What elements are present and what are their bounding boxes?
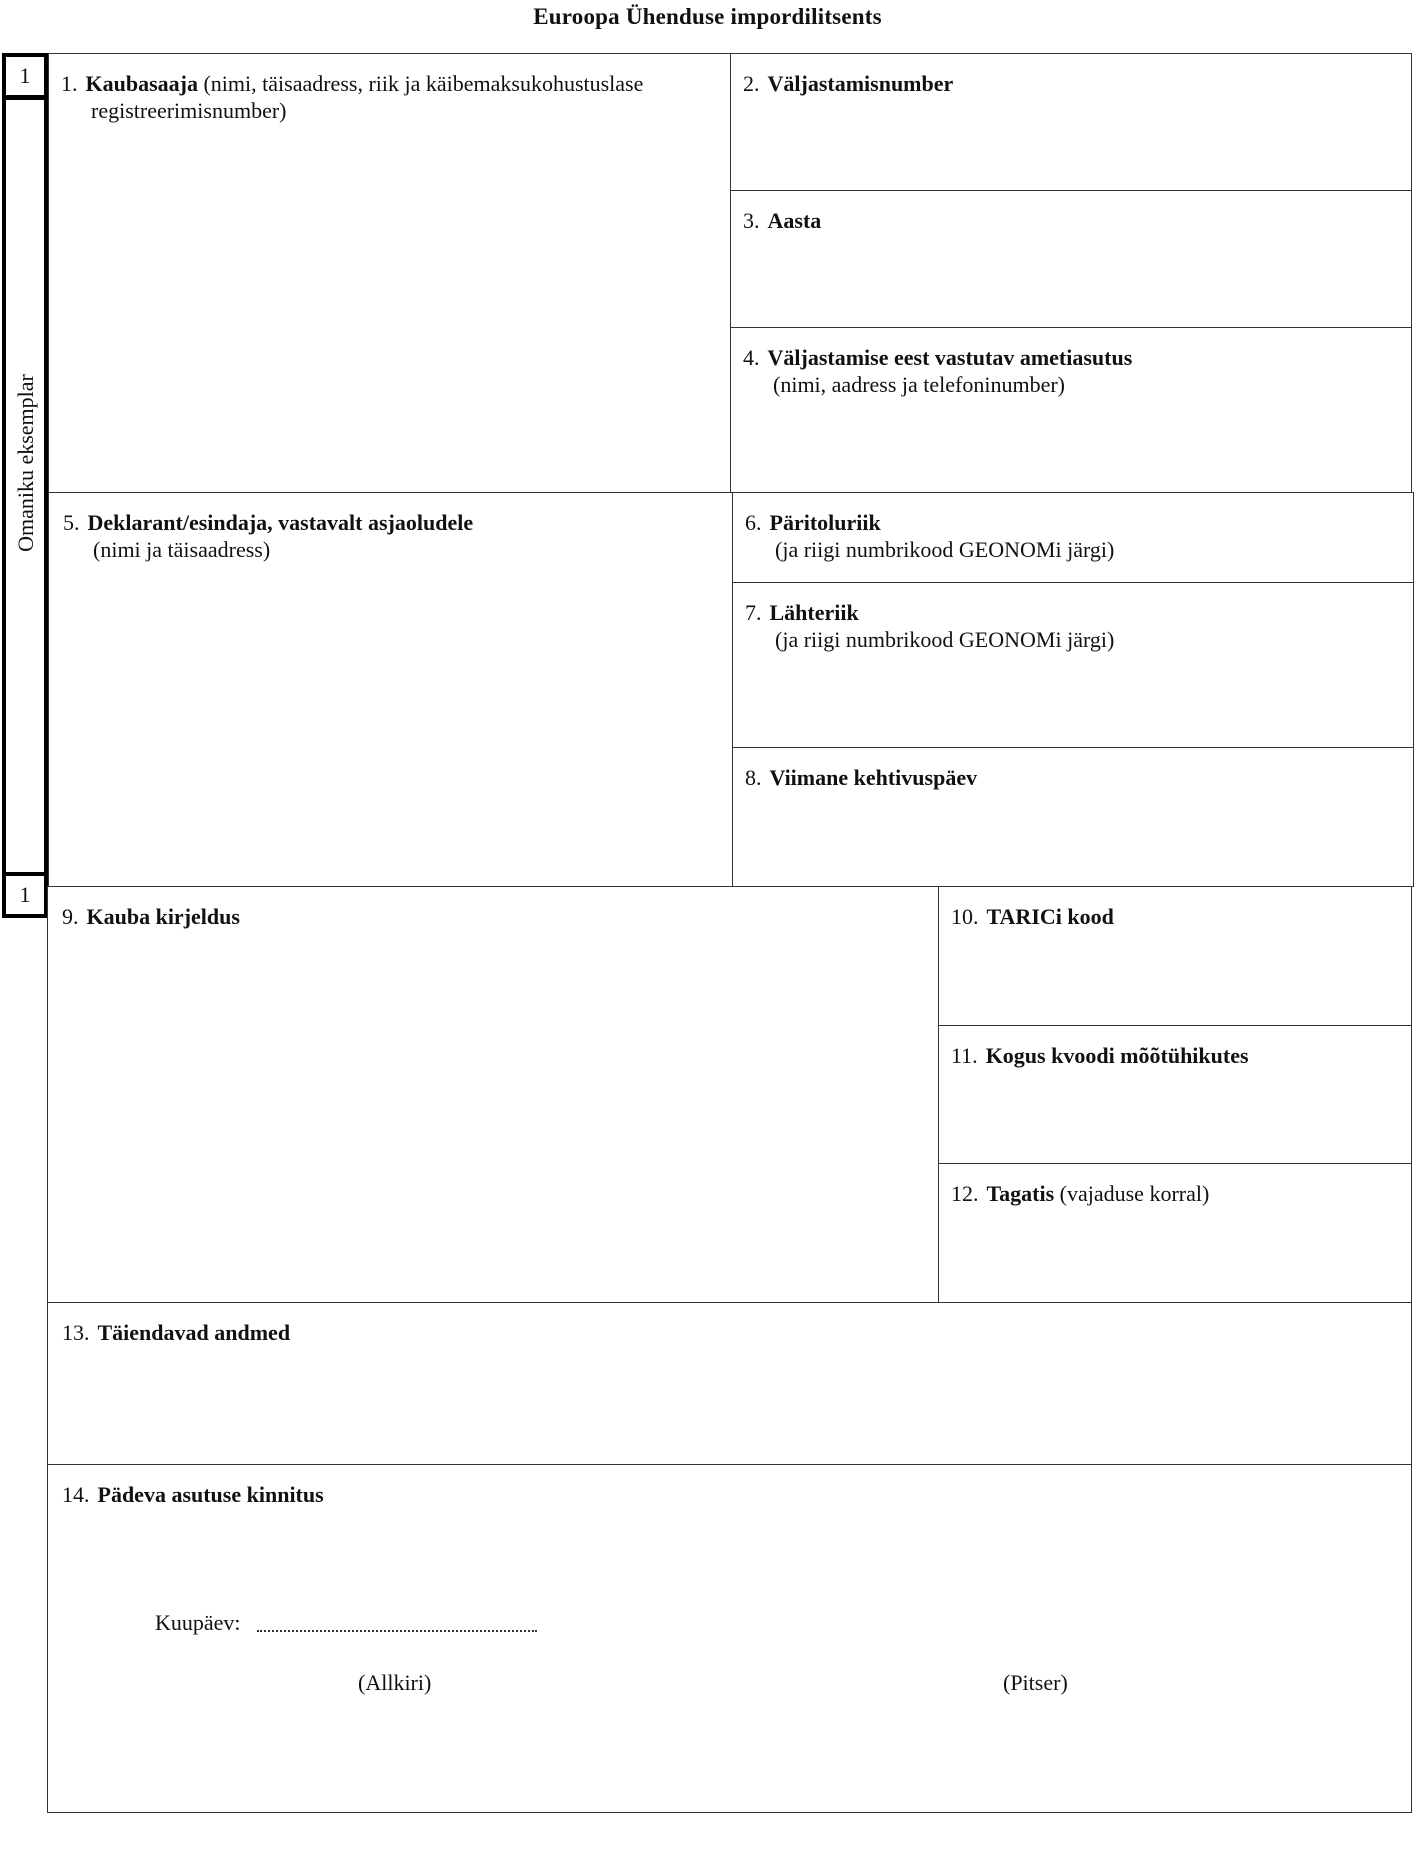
signature-label: (Allkiri) xyxy=(358,1670,432,1695)
field-11-label: Kogus kvoodi mõõtühikutes xyxy=(985,1043,1249,1068)
sidebar-copy-box xyxy=(2,96,48,876)
field-8-number: 8. xyxy=(745,765,762,790)
field-1-number: 1. xyxy=(61,71,78,96)
sidebar-number-top-box xyxy=(2,53,48,99)
field-7-number: 7. xyxy=(745,600,762,625)
field-2-number: 2. xyxy=(743,71,760,96)
field-14-label: Pädeva asutuse kinnitus xyxy=(97,1482,324,1507)
field-12-number: 12. xyxy=(951,1181,979,1206)
field-11-number: 11. xyxy=(951,1043,978,1068)
date-label: Kuupäev: xyxy=(155,1610,241,1635)
field-6-number: 6. xyxy=(745,510,762,535)
field-3-number: 3. xyxy=(743,208,760,233)
field-10-taric-code[interactable] xyxy=(938,886,1412,1026)
sidebar-number-bottom-box xyxy=(2,872,48,918)
field-13-number: 13. xyxy=(62,1320,90,1345)
field-11-quantity[interactable] xyxy=(938,1025,1412,1164)
field-5-declarant[interactable] xyxy=(48,492,733,887)
field-5-label: Deklarant/esindaja, vastavalt asjaoludele xyxy=(87,510,474,535)
field-2-label: Väljastamisnumber xyxy=(767,71,954,96)
field-3-year[interactable] xyxy=(730,190,1412,328)
field-3-label: Aasta xyxy=(767,208,822,233)
field-6-sublabel: (ja riigi numbrikood GEONOMi järgi) xyxy=(775,537,1115,562)
field-13-additional-info[interactable] xyxy=(47,1302,1412,1465)
field-9-goods-description[interactable] xyxy=(47,886,939,1303)
field-6-label: Päritoluriik xyxy=(769,510,881,535)
field-4-label: Väljastamise eest vastutav ametiasutus xyxy=(767,345,1133,370)
field-7-label: Lähteriik xyxy=(769,600,859,625)
copy-label: Omaniku eksemplar xyxy=(13,374,38,552)
field-1-sublabel: (nimi, täisaadress, riik ja käibemaksukohustuslase registreerimisnumber) xyxy=(91,71,644,123)
field-5-number: 5. xyxy=(63,510,80,535)
field-9-number: 9. xyxy=(62,904,79,929)
field-12-label: Tagatis xyxy=(986,1181,1055,1206)
stamp-label: (Pitser) xyxy=(1003,1670,1068,1695)
sidebar-number-bottom: 1 xyxy=(19,882,31,907)
field-7-country-of-consignment[interactable] xyxy=(732,582,1414,748)
field-5-sublabel: (nimi ja täisaadress) xyxy=(93,537,271,562)
sidebar-number-top: 1 xyxy=(19,63,31,88)
field-4-issuing-authority[interactable] xyxy=(730,327,1412,493)
field-10-label: TARICi kood xyxy=(986,904,1114,929)
field-10-number: 10. xyxy=(951,904,979,929)
field-2-issue-number[interactable] xyxy=(730,53,1412,191)
field-4-sublabel: (nimi, aadress ja telefoninumber) xyxy=(773,372,1066,397)
field-13-label: Täiendavad andmed xyxy=(97,1320,291,1345)
date-input-line[interactable] xyxy=(257,1630,537,1632)
field-8-label: Viimane kehtivuspäev xyxy=(769,765,978,790)
field-7-sublabel: (ja riigi numbrikood GEONOMi järgi) xyxy=(775,627,1115,652)
field-6-country-of-origin[interactable] xyxy=(732,492,1414,583)
field-1-consignee[interactable] xyxy=(48,53,731,493)
field-14-authority-endorsement[interactable] xyxy=(47,1464,1412,1813)
field-1-label: Kaubasaaja xyxy=(85,71,198,96)
field-12-sublabel: (vajaduse korral) xyxy=(1059,1181,1210,1206)
document-title: Euroopa Ühenduse impordilitsents xyxy=(533,4,882,29)
field-4-number: 4. xyxy=(743,345,760,370)
field-12-security[interactable] xyxy=(938,1163,1412,1303)
field-8-end-of-validity[interactable] xyxy=(732,747,1414,887)
field-14-number: 14. xyxy=(62,1482,90,1507)
field-9-label: Kauba kirjeldus xyxy=(86,904,240,929)
